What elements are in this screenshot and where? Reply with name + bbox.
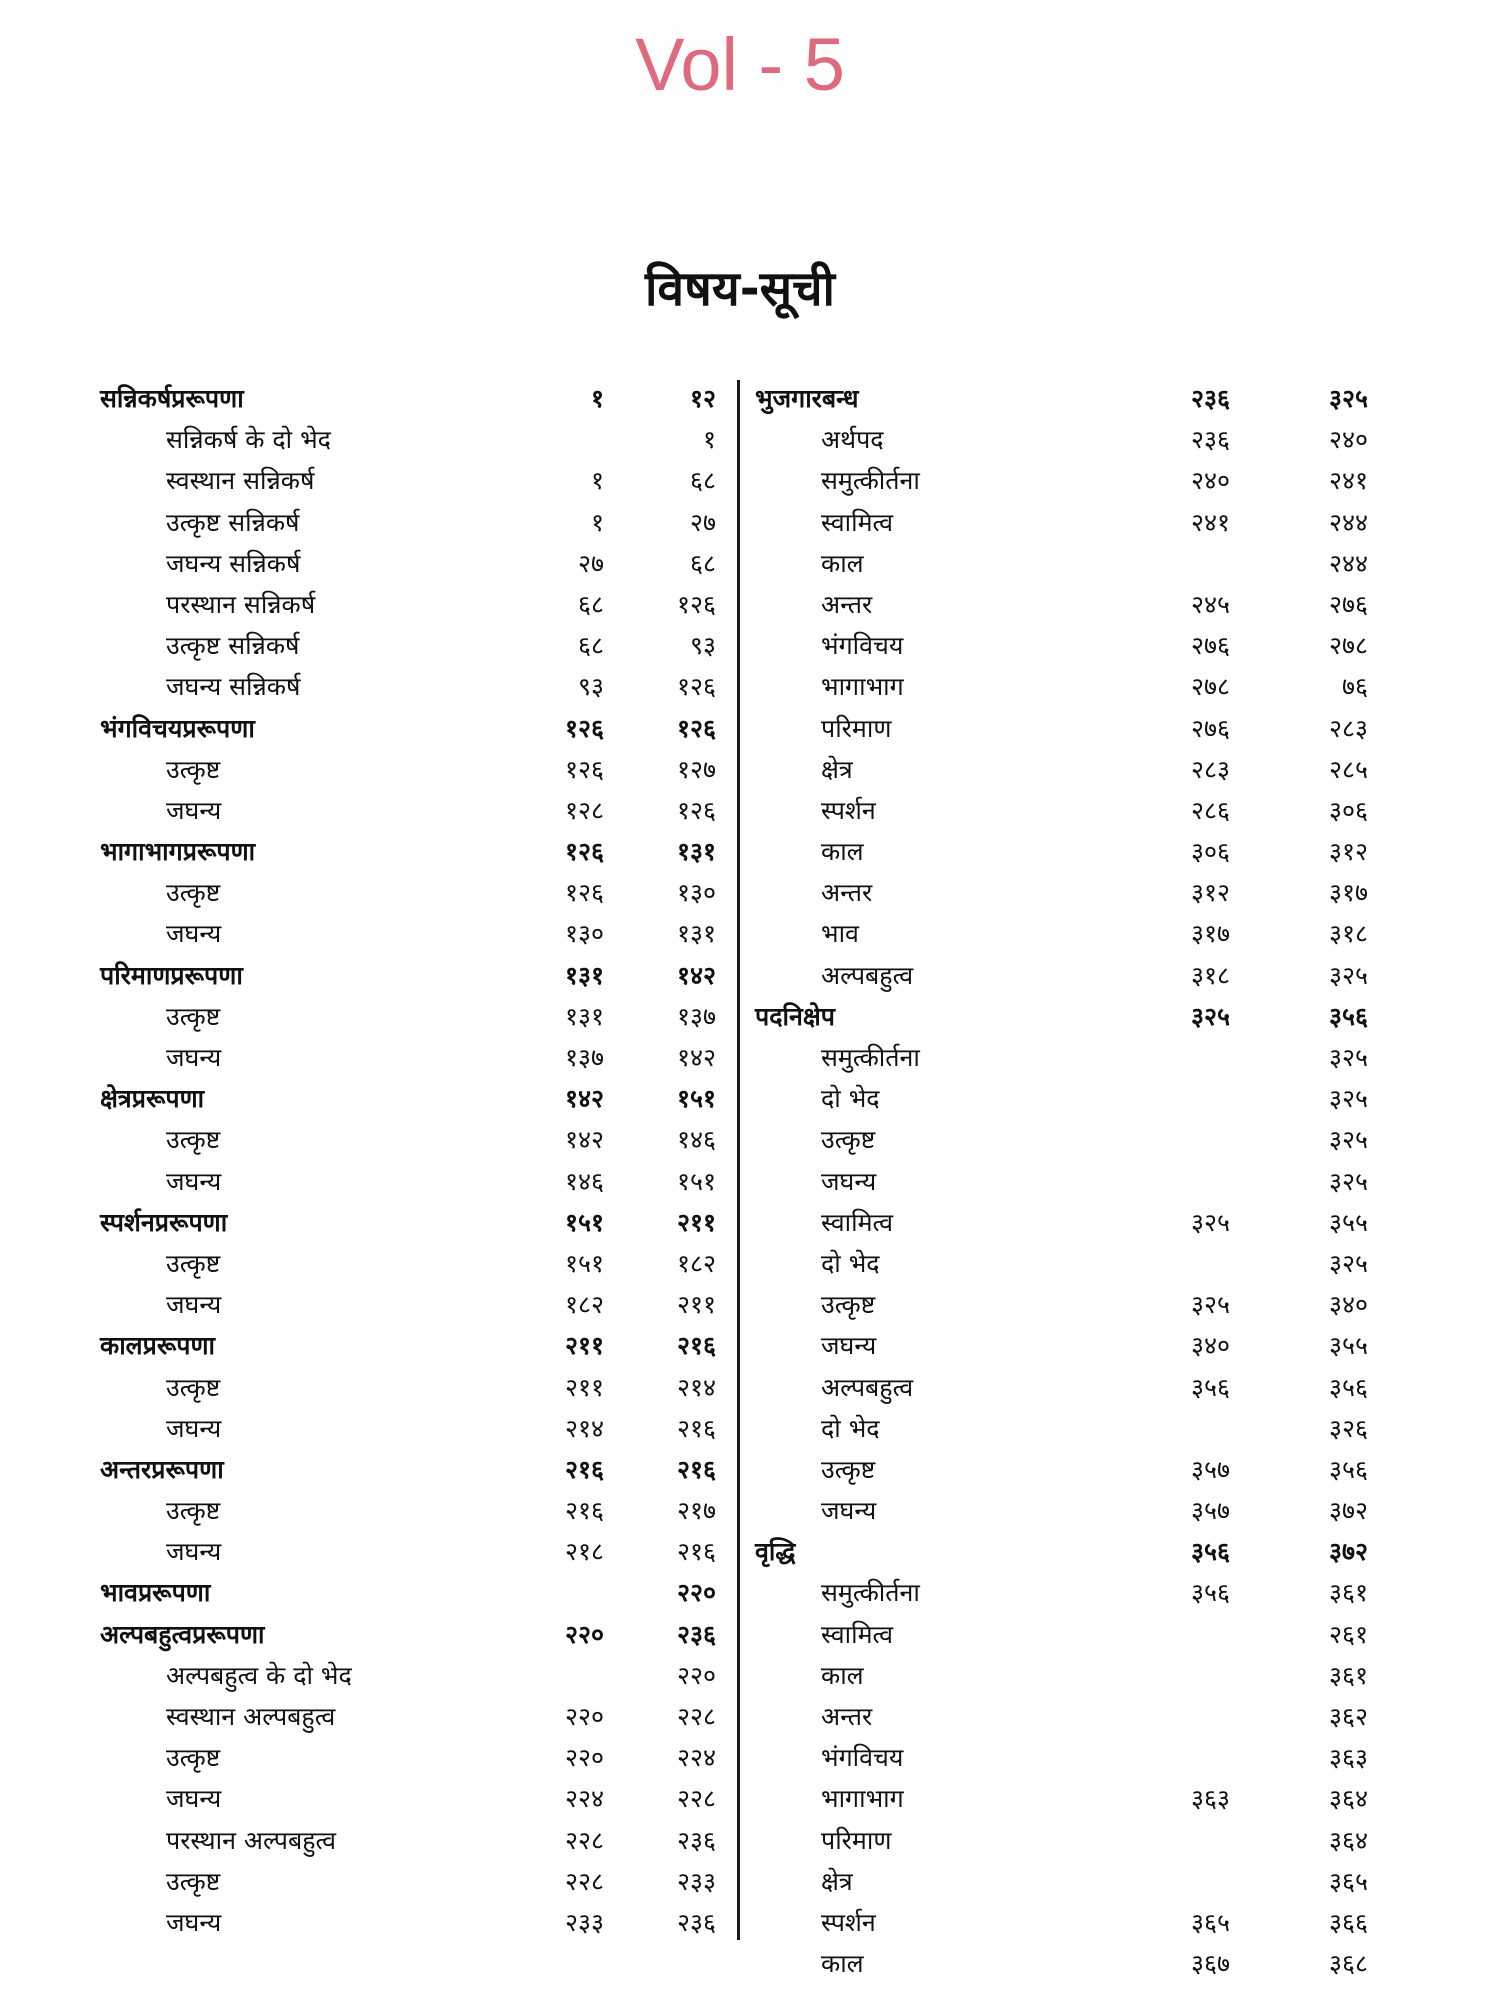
toc-section-row (100, 954, 722, 995)
toc-end-page: २२८ (676, 1784, 716, 1814)
toc-entry-label: समुत्कीर्तना (821, 1043, 920, 1072)
toc-entry-label: परिमाण (821, 1825, 892, 1855)
toc-entry-label: जघन्य (166, 1043, 222, 1072)
toc-entry-label: अन्तर (821, 878, 873, 908)
toc-entry-row (755, 1077, 1380, 1118)
toc-entry-label: परस्थान सन्निकर्ष (166, 589, 316, 619)
column-divider (737, 380, 740, 1940)
toc-end-page: २१६ (676, 1413, 716, 1443)
toc-entry-label: समुत्कीर्तना (821, 466, 920, 496)
toc-start-page: १५१ (564, 1248, 604, 1278)
toc-end-page: २७८ (1328, 631, 1368, 661)
toc-end-page: २४४ (1328, 507, 1368, 537)
toc-entry-row (100, 871, 722, 912)
toc-entry-label: भंगविचय (821, 1743, 904, 1773)
toc-end-page: २१७ (676, 1496, 716, 1526)
toc-start-page: २७८ (1190, 672, 1230, 702)
toc-end-page: २२० (676, 1578, 716, 1608)
toc-end-page: १८२ (676, 1248, 716, 1278)
toc-entry-row (755, 871, 1380, 912)
toc-end-page: २१६ (676, 1331, 716, 1361)
toc-entry-row (100, 912, 722, 953)
toc-start-page: १३७ (564, 1043, 604, 1072)
toc-entry-label: जघन्य (166, 1784, 222, 1814)
toc-entry-label: अल्पबहुत्व के दो भेद (166, 1660, 352, 1690)
toc-entry-label: स्वामित्व (821, 1619, 894, 1649)
toc-entry-label: भागाभाग (821, 672, 904, 702)
toc-entry-label: उत्कृष्ट (821, 1290, 876, 1320)
toc-entry-label: समुत्कीर्तना (821, 1578, 920, 1608)
page-title: विषय-सूची (645, 261, 835, 317)
toc-start-page: २३६ (1190, 384, 1230, 413)
toc-entry-row (755, 789, 1380, 830)
toc-start-page: २४० (1190, 466, 1230, 496)
toc-end-page: ३०६ (1328, 795, 1368, 825)
toc-entry-row (755, 501, 1380, 542)
toc-entry-label: जघन्य (166, 1290, 222, 1320)
toc-entry-row (100, 418, 722, 459)
toc-end-page: २७ (689, 507, 716, 537)
toc-entry-row (755, 1242, 1380, 1283)
toc-entry-label: काल (821, 837, 864, 867)
toc-entry-label: क्षेत्र (821, 754, 853, 784)
toc-entry-label: उत्कृष्ट (821, 1125, 876, 1155)
toc-start-page: १४२ (564, 1084, 604, 1114)
toc-entry-row (755, 542, 1380, 583)
toc-end-page: ३६६ (1328, 1907, 1368, 1937)
toc-entry-label: जघन्य (166, 1907, 222, 1937)
toc-entry-row (755, 665, 1380, 706)
toc-entry-row (755, 1777, 1380, 1818)
toc-entry-label: उत्कृष्ट सन्निकर्ष (166, 507, 300, 537)
toc-start-page: ३५७ (1190, 1454, 1230, 1484)
toc-end-page: १ (702, 425, 716, 455)
toc-entry-row (755, 1942, 1380, 1983)
toc-entry-row (755, 954, 1380, 995)
toc-entry-label: भागाभागप्ररूपणा (100, 837, 256, 867)
toc-entry-label: स्पर्शनप्ररूपणा (100, 1207, 228, 1237)
toc-start-page: १८२ (564, 1290, 604, 1320)
toc-entry-row (100, 1736, 722, 1777)
toc-start-page: २७६ (1190, 631, 1230, 661)
toc-entry-label: जघन्य (166, 919, 222, 949)
toc-entry-row (100, 789, 722, 830)
toc-entry-row (755, 1366, 1380, 1407)
toc-section-row (100, 1324, 722, 1365)
toc-end-page: २४० (1328, 425, 1368, 455)
toc-entry-row (100, 624, 722, 665)
toc-start-page: २२४ (564, 1784, 604, 1814)
toc-right-column (755, 377, 1380, 1983)
toc-section-row (755, 377, 1380, 418)
toc-start-page: ३२५ (1190, 1001, 1230, 1031)
toc-end-page: ३२५ (1328, 1166, 1368, 1196)
toc-section-row (100, 1448, 722, 1489)
toc-entry-row (100, 1242, 722, 1283)
toc-section-row (755, 995, 1380, 1036)
toc-start-page: २७ (577, 548, 604, 578)
toc-entry-row (755, 624, 1380, 665)
toc-entry-label: क्षेत्र (821, 1866, 853, 1896)
toc-entry-label: जघन्य (166, 795, 222, 825)
toc-entry-label: उत्कृष्ट (166, 1125, 221, 1155)
toc-end-page: २११ (676, 1207, 716, 1237)
toc-start-page: १४२ (564, 1125, 604, 1155)
toc-entry-label: भावप्ररूपणा (100, 1578, 211, 1608)
toc-end-page: ३५६ (1328, 1372, 1368, 1402)
toc-entry-label: स्वामित्व (821, 507, 894, 537)
toc-end-page: १२६ (676, 589, 716, 619)
toc-end-page: १२७ (676, 754, 716, 784)
toc-end-page: ३२५ (1328, 1125, 1368, 1155)
toc-end-page: २३६ (676, 1825, 716, 1855)
toc-start-page: १ (590, 466, 604, 496)
toc-entry-label: उत्कृष्ट (166, 878, 221, 908)
toc-entry-label: परिमाणप्ररूपणा (100, 960, 243, 990)
toc-start-page: ३५६ (1190, 1537, 1230, 1567)
toc-end-page: ३२५ (1328, 1248, 1368, 1278)
toc-entry-row (100, 1283, 722, 1324)
toc-entry-row (755, 1324, 1380, 1365)
toc-entry-label: जघन्य सन्निकर्ष (166, 548, 301, 578)
toc-entry-row (100, 1118, 722, 1159)
toc-start-page: १५१ (564, 1207, 604, 1237)
toc-start-page: २१६ (564, 1496, 604, 1526)
toc-start-page: २४५ (1190, 589, 1230, 619)
toc-entry-label: उत्कृष्ट (166, 1866, 221, 1896)
toc-end-page: ३६१ (1328, 1578, 1368, 1608)
toc-entry-row (100, 1819, 722, 1860)
toc-end-page: २७६ (1328, 589, 1368, 619)
toc-end-page: २४४ (1328, 548, 1368, 578)
toc-section-row (100, 1201, 722, 1242)
toc-start-page: २२० (564, 1702, 604, 1731)
toc-end-page: २८३ (1328, 713, 1368, 743)
toc-entry-label: स्वस्थान सन्निकर्ष (166, 466, 315, 496)
toc-entry-label: अल्पबहुत्वप्ररूपणा (100, 1619, 265, 1649)
toc-entry-row (100, 501, 722, 542)
toc-end-page: ३५५ (1328, 1207, 1368, 1237)
toc-entry-row (100, 542, 722, 583)
toc-section-row (100, 707, 722, 748)
toc-section-row (100, 1571, 722, 1612)
toc-start-page: ३५६ (1190, 1578, 1230, 1608)
toc-entry-label: स्वस्थान अल्पबहुत्व (166, 1702, 336, 1731)
toc-end-page: १२६ (676, 672, 716, 702)
toc-end-page: ३६५ (1328, 1866, 1368, 1896)
toc-end-page: १३१ (676, 919, 716, 949)
toc-end-page: ३४० (1328, 1290, 1368, 1320)
toc-entry-row (755, 583, 1380, 624)
toc-entry-row (755, 830, 1380, 871)
toc-end-page: ३६३ (1328, 1743, 1368, 1773)
toc-end-page: ३१२ (1328, 837, 1368, 867)
toc-end-page: ३२५ (1328, 1084, 1368, 1114)
toc-section-row (100, 377, 722, 418)
toc-entry-row (755, 1489, 1380, 1530)
toc-end-page: ३२५ (1328, 384, 1368, 413)
toc-end-page: १२६ (676, 713, 716, 743)
toc-start-page: ६८ (577, 631, 604, 661)
toc-entry-row (755, 1118, 1380, 1159)
toc-entry-label: सन्निकर्ष के दो भेद (166, 425, 331, 455)
toc-end-page: ३१८ (1328, 919, 1368, 949)
toc-section-row (100, 1613, 722, 1654)
toc-end-page: २३६ (676, 1907, 716, 1937)
toc-entry-label: उत्कृष्ट (821, 1454, 876, 1484)
toc-entry-row (755, 459, 1380, 500)
toc-end-page: ३६४ (1328, 1784, 1368, 1814)
toc-entry-row (100, 459, 722, 500)
toc-end-page: ३६१ (1328, 1660, 1368, 1690)
toc-entry-label: भागाभाग (821, 1784, 904, 1814)
toc-entry-label: भंगविचय (821, 631, 904, 661)
toc-end-page: ३२६ (1328, 1413, 1368, 1443)
toc-entry-label: दो भेद (821, 1084, 880, 1114)
toc-end-page: २४१ (1328, 466, 1368, 496)
toc-entry-row (100, 583, 722, 624)
toc-entry-row (100, 1695, 722, 1736)
toc-entry-label: परिमाण (821, 713, 892, 743)
toc-end-page: २२० (676, 1660, 716, 1690)
toc-start-page: २२० (564, 1743, 604, 1773)
toc-entry-label: अन्तरप्ररूपणा (100, 1454, 224, 1484)
toc-entry-row (755, 1654, 1380, 1695)
toc-entry-row (755, 1448, 1380, 1489)
toc-end-page: ३७२ (1328, 1537, 1368, 1567)
toc-start-page: २८६ (1190, 795, 1230, 825)
toc-entry-label: अल्पबहुत्व (821, 1372, 914, 1402)
volume-label: Vol - 5 (635, 23, 845, 106)
toc-entry-label: काल (821, 548, 864, 578)
toc-start-page: ३१२ (1190, 878, 1230, 908)
toc-entry-label: उत्कृष्ट सन्निकर्ष (166, 631, 300, 661)
toc-entry-label: भंगविचयप्ररूपणा (100, 713, 255, 743)
toc-entry-label: स्पर्शन (821, 795, 876, 825)
toc-start-page: १३१ (564, 1001, 604, 1031)
toc-end-page: ३७२ (1328, 1496, 1368, 1526)
toc-start-page: १ (590, 507, 604, 537)
toc-entry-row (100, 748, 722, 789)
toc-start-page: ३६५ (1190, 1907, 1230, 1937)
toc-entry-label: उत्कृष्ट (166, 1248, 221, 1278)
toc-entry-row (755, 707, 1380, 748)
toc-start-page: ३५७ (1190, 1496, 1230, 1526)
toc-entry-row (100, 1777, 722, 1818)
toc-start-page: २२८ (564, 1825, 604, 1855)
toc-start-page: ३६७ (1190, 1949, 1230, 1979)
toc-entry-label: उत्कृष्ट (166, 1496, 221, 1526)
toc-entry-row (755, 1201, 1380, 1242)
toc-start-page: ३४० (1190, 1331, 1230, 1361)
toc-entry-label: सन्निकर्षप्ररूपणा (100, 384, 244, 413)
toc-entry-label: उत्कृष्ट (166, 1743, 221, 1773)
toc-entry-row (755, 1860, 1380, 1901)
toc-entry-row (100, 1901, 722, 1942)
toc-entry-label: काल (821, 1949, 864, 1979)
toc-end-page: १३० (676, 878, 716, 908)
toc-entry-row (100, 1860, 722, 1901)
toc-entry-row (100, 1530, 722, 1571)
toc-end-page: २१४ (676, 1372, 716, 1402)
toc-entry-row (755, 418, 1380, 459)
toc-end-page: ३६४ (1328, 1825, 1368, 1855)
toc-start-page: ३१७ (1190, 919, 1230, 949)
toc-entry-row (100, 1036, 722, 1077)
toc-entry-row (755, 1571, 1380, 1612)
toc-end-page: २३३ (676, 1866, 716, 1896)
toc-entry-row (100, 665, 722, 706)
toc-start-page: २३६ (1190, 425, 1230, 455)
toc-end-page: १५१ (676, 1166, 716, 1196)
toc-start-page: १२६ (564, 837, 604, 867)
toc-entry-row (100, 1366, 722, 1407)
toc-start-page: ३२५ (1190, 1290, 1230, 1320)
toc-start-page: ३५६ (1190, 1372, 1230, 1402)
toc-entry-row (100, 1654, 722, 1695)
toc-entry-label: जघन्य (166, 1166, 222, 1196)
toc-end-page: १४६ (676, 1125, 716, 1155)
toc-entry-row (755, 1036, 1380, 1077)
toc-left-column (100, 377, 722, 1942)
toc-start-page: १२६ (564, 713, 604, 743)
toc-start-page: १२८ (564, 795, 604, 825)
toc-end-page: २१६ (676, 1537, 716, 1567)
toc-start-page: २१४ (564, 1413, 604, 1443)
toc-section-row (755, 1530, 1380, 1571)
toc-start-page: २७६ (1190, 713, 1230, 743)
toc-end-page: ३२५ (1328, 1043, 1368, 1072)
toc-end-page: ३५५ (1328, 1331, 1368, 1361)
toc-end-page: १४२ (676, 960, 716, 990)
toc-start-page: ३२५ (1190, 1207, 1230, 1237)
toc-entry-label: जघन्य (166, 1537, 222, 1567)
toc-start-page: ३०६ (1190, 837, 1230, 867)
toc-entry-label: परस्थान अल्पबहुत्व (166, 1825, 337, 1855)
toc-entry-label: स्वामित्व (821, 1207, 894, 1237)
toc-entry-row (755, 1901, 1380, 1942)
toc-entry-label: वृद्धि (755, 1537, 796, 1567)
toc-end-page: २१६ (676, 1454, 716, 1484)
toc-end-page: ६८ (689, 466, 716, 496)
toc-start-page: २३३ (564, 1907, 604, 1937)
toc-entry-label: अर्थपद (821, 425, 884, 455)
toc-end-page: ७६ (1341, 672, 1368, 702)
toc-start-page: १३१ (564, 960, 604, 990)
toc-entry-label: क्षेत्रप्ररूपणा (100, 1084, 205, 1114)
toc-end-page: २११ (676, 1290, 716, 1320)
toc-end-page: ३१७ (1328, 878, 1368, 908)
toc-end-page: १२६ (676, 795, 716, 825)
toc-entry-row (100, 995, 722, 1036)
toc-start-page: १२६ (564, 878, 604, 908)
toc-start-page: २४१ (1190, 507, 1230, 537)
toc-entry-row (755, 1613, 1380, 1654)
toc-start-page: २१६ (564, 1454, 604, 1484)
toc-entry-label: कालप्ररूपणा (100, 1331, 216, 1361)
toc-end-page: ३२५ (1328, 960, 1368, 990)
toc-end-page: १३७ (676, 1001, 716, 1031)
toc-end-page: १५१ (676, 1084, 716, 1114)
toc-entry-label: उत्कृष्ट (166, 1001, 221, 1031)
toc-end-page: २६१ (1328, 1619, 1368, 1649)
toc-entry-label: काल (821, 1660, 864, 1690)
toc-entry-row (755, 1283, 1380, 1324)
toc-start-page: ३६३ (1190, 1784, 1230, 1814)
toc-end-page: १२ (689, 384, 716, 413)
toc-end-page: ३६८ (1328, 1949, 1368, 1979)
toc-entry-label: दो भेद (821, 1248, 880, 1278)
toc-start-page: २२० (564, 1619, 604, 1649)
toc-entry-label: जघन्य (821, 1166, 877, 1196)
toc-section-row (100, 830, 722, 871)
toc-end-page: ६८ (689, 548, 716, 578)
toc-entry-label: उत्कृष्ट (166, 1372, 221, 1402)
toc-entry-label: उत्कृष्ट (166, 754, 221, 784)
toc-entry-label: पदनिक्षेप (755, 1001, 835, 1031)
toc-end-page: १३१ (676, 837, 716, 867)
toc-entry-label: जघन्य (166, 1413, 222, 1443)
toc-entry-row (100, 1407, 722, 1448)
toc-start-page: १३० (564, 919, 604, 949)
toc-entry-label: दो भेद (821, 1413, 880, 1443)
toc-start-page: १२६ (564, 754, 604, 784)
toc-start-page: २८३ (1190, 754, 1230, 784)
toc-section-row (100, 1077, 722, 1118)
toc-start-page: ३१८ (1190, 960, 1230, 990)
toc-end-page: ३६२ (1328, 1702, 1368, 1731)
toc-start-page: २११ (564, 1372, 604, 1402)
toc-entry-label: स्पर्शन (821, 1907, 876, 1937)
toc-entry-label: अल्पबहुत्व (821, 960, 914, 990)
toc-end-page: २३६ (676, 1619, 716, 1649)
toc-end-page: ३५६ (1328, 1001, 1368, 1031)
toc-entry-row (755, 1407, 1380, 1448)
toc-entry-label: जघन्य सन्निकर्ष (166, 672, 301, 702)
toc-entry-row (100, 1489, 722, 1530)
toc-entry-row (755, 1160, 1380, 1201)
toc-start-page: १४६ (564, 1166, 604, 1196)
toc-start-page: २१८ (564, 1537, 604, 1567)
toc-start-page: १ (590, 384, 604, 413)
toc-entry-label: अन्तर (821, 1702, 873, 1731)
toc-entry-label: जघन्य (821, 1496, 877, 1526)
toc-end-page: ३५६ (1328, 1454, 1368, 1484)
toc-start-page: ९३ (577, 672, 604, 702)
toc-start-page: २११ (564, 1331, 604, 1361)
toc-end-page: २२४ (676, 1743, 716, 1773)
toc-entry-label: भाव (821, 919, 859, 949)
toc-end-page: १४२ (676, 1043, 716, 1072)
toc-end-page: २८५ (1328, 754, 1368, 784)
toc-entry-row (100, 1160, 722, 1201)
toc-entry-row (755, 748, 1380, 789)
toc-start-page: २२८ (564, 1866, 604, 1896)
toc-end-page: ९३ (689, 631, 716, 661)
toc-entry-label: अन्तर (821, 589, 873, 619)
toc-entry-row (755, 1695, 1380, 1736)
toc-entry-row (755, 1736, 1380, 1777)
toc-end-page: २२८ (676, 1702, 716, 1731)
toc-entry-row (755, 1819, 1380, 1860)
toc-entry-label: भुजगारबन्ध (755, 384, 859, 413)
toc-start-page: ६८ (577, 589, 604, 619)
toc-entry-row (755, 912, 1380, 953)
toc-entry-label: जघन्य (821, 1331, 877, 1361)
